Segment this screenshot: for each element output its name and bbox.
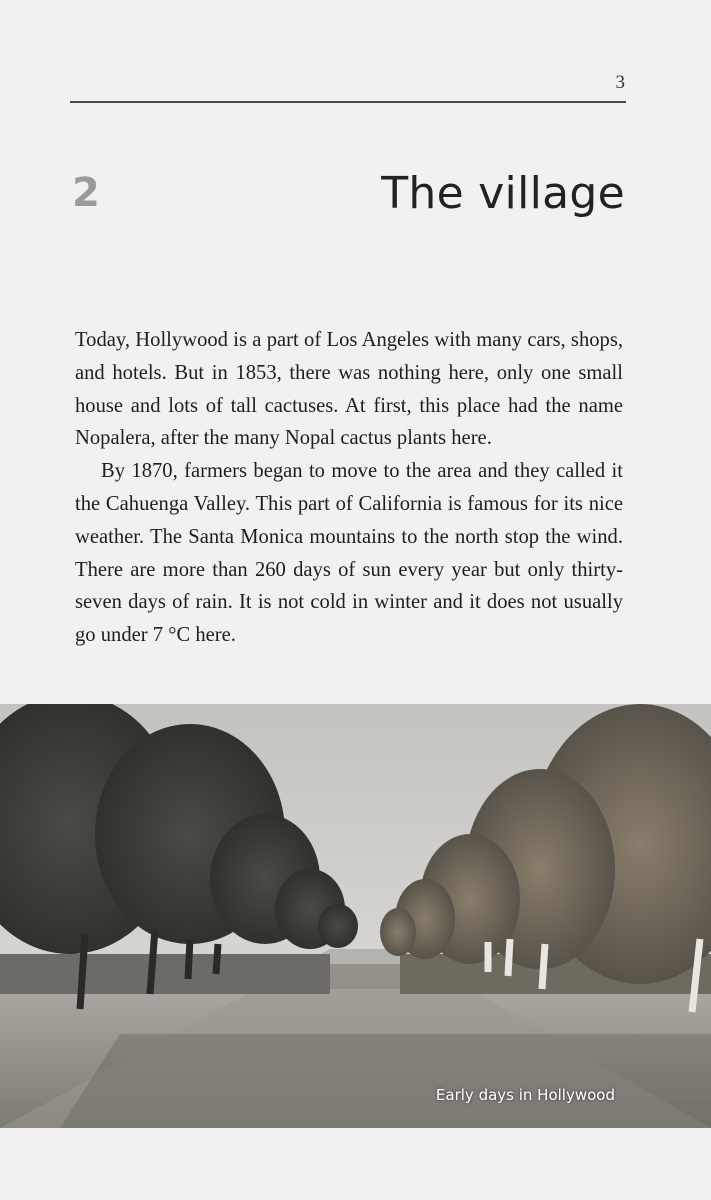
chapter-title: The village bbox=[381, 168, 625, 219]
page-number: 3 bbox=[615, 72, 625, 93]
field-left bbox=[0, 954, 330, 994]
chapter-number: 2 bbox=[72, 170, 100, 216]
photo-caption: Early days in Hollywood bbox=[435, 1086, 615, 1104]
photo-early-hollywood bbox=[0, 704, 711, 1128]
body-text bbox=[75, 324, 623, 652]
paragraph-1: Today, Hollywood is a part of Los Angeles with many cars, shops, and hotels. But in 1853, there was nothing here, only one small house and lots of tall cactuses. At first, this place had the name Nopalera, after the many Nopal cactus plants here. bbox=[75, 329, 623, 450]
photo-illustration bbox=[0, 704, 711, 1128]
header-rule bbox=[70, 101, 626, 103]
road-shadow bbox=[60, 1034, 711, 1128]
paragraph-2: By 1870, farmers began to move to the area and they called it the Cahuenga Valley. This part of California is famous for its nice weather. The Santa Monica mountains to the north stop the wind. There are more than 260 days of sun every year but only thirty-seven days of rain. It is not cold in winter and it does not usually go under 7 °C here. bbox=[75, 460, 623, 647]
